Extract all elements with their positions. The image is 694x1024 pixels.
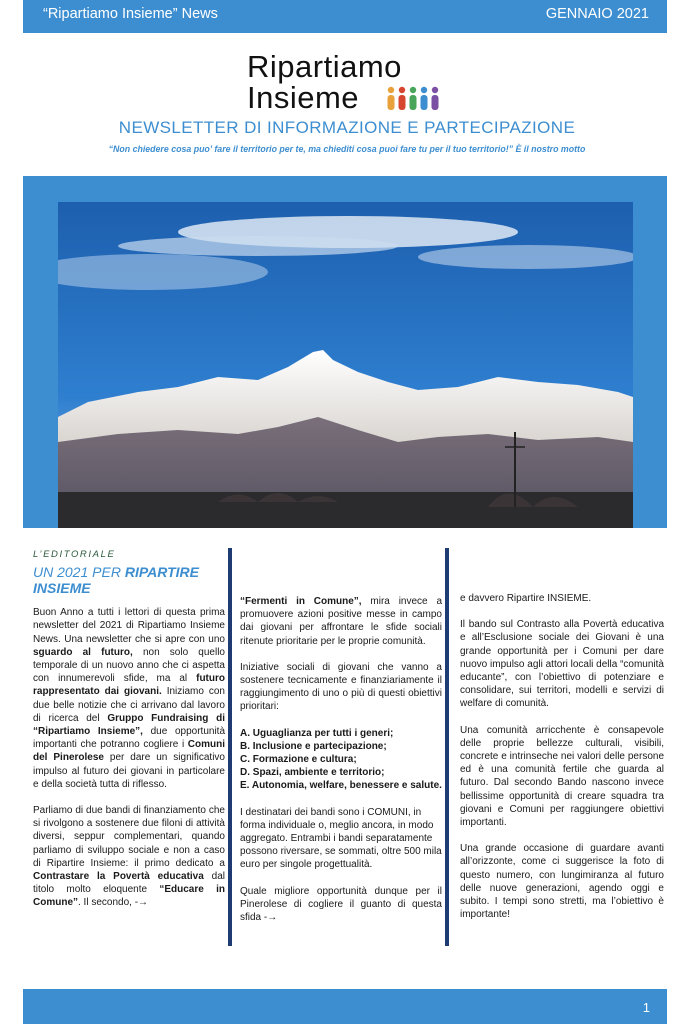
objective-item: C. Formazione e cultura; [240,754,357,766]
photo-frame [23,176,667,528]
mountain-landscape-icon [58,202,633,528]
logo-line-2: Insieme [247,80,360,115]
column-3-paragraph: Il bando sul Contrasto alla Povertà educativa e all’Esclusione sociale dei Giovani è una grande opportunità per i Comuni per dare nuovo impulso agli attori locali della “comunità educante”, con l’obiettivo di potenziare e consolidare, sui territori, modelli e servizi di welfare di comunità. [460,619,664,710]
newsletter-subtitle: NEWSLETTER DI INFORMAZIONE E PARTECIPAZIONE [118,118,576,137]
person-body [388,95,395,110]
top-header-bar [23,0,667,33]
footer-bar [23,989,667,1024]
newsletter-name: “Ripartiamo Insieme” News [43,6,218,22]
column-2 [240,595,442,937]
person-head [421,87,427,93]
person-body [399,95,406,110]
column-3-paragraph: e davvero Ripartire INSIEME. [460,593,592,604]
column-3-paragraph: Una grande occasione di guardare avanti all’orizzonte, come ci suggerisce la foto di questo numero, con lungimiranza al futuro delle nuove generazioni, agendo oggi e subito. I tempi sono stretti, ma l’obiettivo è importante! [460,843,664,921]
person-head [388,87,394,93]
person-body [432,95,439,110]
column-2-paragraph: “Fermenti in Comune”, mira invece a promuovere azioni positive messe in campo dai giovani per affrontare le sfide sociali ritenute prioritarie per le proprie comunità. [240,596,443,647]
editorial-eyebrow: L’EDITORIALE [33,549,116,560]
people-group-icon [385,86,445,112]
person-body [421,95,428,110]
column-2-paragraph: Iniziative sociali di giovani che vanno a sostenere tecnicamente e finanziariamente il raggiungimento di uno o più di questi obiettivi prioritari: [240,661,442,713]
column-3-paragraph: Una comunità arricchente è consapevole delle proprie bellezze culturali, visibili, concrete e intrinseche nei valori delle persone ed è una comunità fertile che guarda al futuro. Dal secondo Bando nascono invece bellissime opportunità di creare squadra tra giovani e Comuni per raggiungere obiettivi importanti. [460,724,664,829]
logo-line-1: Ripartiamo [247,49,402,84]
motto: “Non chiedere cosa puo’ fare il territorio per te, ma chiediti cosa puoi fare tu per il tuo territorio!” È il nostro motto [108,144,586,154]
editorial-headline: UN 2021 PER RIPARTIRE INSIEME [33,564,199,597]
person-head [432,87,438,93]
editorial-paragraph: Buon Anno a tutti i lettori di questa prima newsletter del 2021 di Ripartiamo Insieme News. Una newsletter che si apre con uno sguardo al futuro, non solo quello temporale di un nuovo anno che ci aspetta con innumerevoli sfide, ma al futuro rappresentato dai giovani. Iniziamo con due belle notizie che ci arrivano dal lavoro di ricerca del Gruppo Fundraising di “Ripartiamo Insieme”, due opportunità importanti che potranno cogliere i Comuni del Pinerolese per dare un significativo impulso al futuro dei giovani in particolare e della società tutta di riflesso. [33,607,226,790]
page-number: 1 [642,1000,650,1015]
objective-item: A. Uguaglianza per tutti i generi; [240,727,394,739]
objectives-list [240,727,442,793]
person-head [399,87,405,93]
objective-item: D. Spazi, ambiente e territorio; [240,767,385,779]
person-head [410,87,416,93]
issue-date: GENNAIO 2021 [545,6,649,22]
person-body [410,95,417,110]
column-2-paragraph: Quale migliore opportunità dunque per il Pinerolese di cogliere il guanto di questa sfida -→ [240,885,442,924]
objective-item: B. Inclusione e partecipazione; [240,740,387,752]
column-divider-1 [228,548,232,946]
mountain-photo [58,202,633,528]
column-3 [460,592,664,934]
column-divider-2 [445,548,449,946]
logo [247,50,457,120]
editorial-paragraph: Parliamo di due bandi di finanziamento che si rivolgono a sostenere due filoni di attività diversi, seppur complementari, quando parliamo di sviluppo sociale e non a caso di Ripartire Insieme: il primo dedicato a Contrastare la Povertà educativa dal titolo molto eloquente “Educare in Comune”. Il secondo, -→ [33,805,225,909]
editorial-column [33,548,225,923]
objective-item: E. Autonomia, welfare, benessere e salute. [240,780,442,792]
column-2-paragraph: I destinatari dei bandi sono i COMUNI, in forma individuale o, meglio ancora, in modo aggregato. Entrambi i bandi separatamente possono riversare, se sommati, oltre 500 mila euro per singole progettualità. [240,806,442,871]
